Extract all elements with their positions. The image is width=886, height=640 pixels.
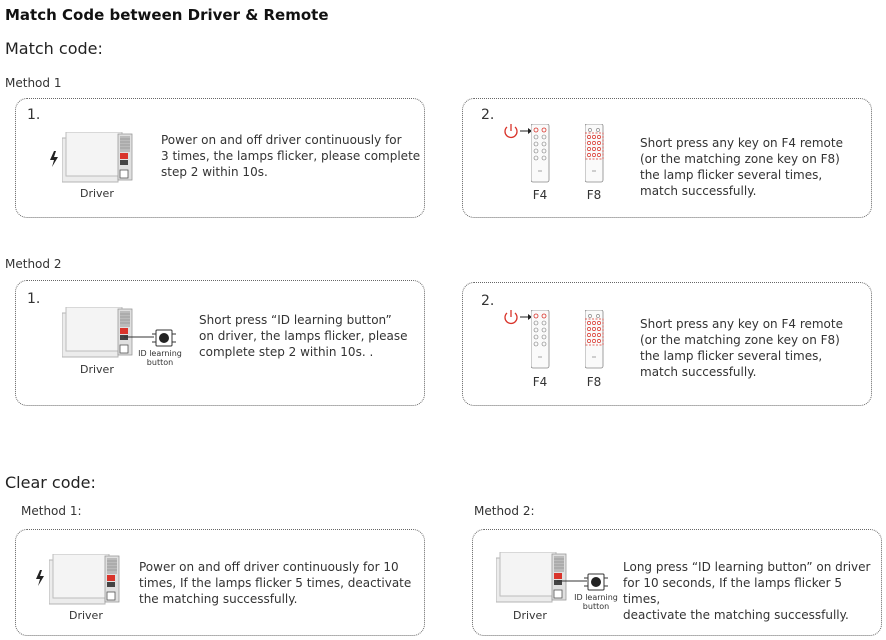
power-icon [503, 310, 519, 326]
step-number: 2. [481, 293, 495, 309]
driver-illustration [49, 554, 123, 606]
remote-f8-label: F8 [586, 188, 602, 202]
match-method2-step2-box [462, 282, 872, 406]
remote-f8-illustration [585, 310, 605, 370]
remote-f4-illustration [531, 124, 551, 184]
driver-label: Driver [80, 363, 114, 376]
step-description: Power on and off driver continuously for 3 times, the lamps flicker, please complete step 2 within 10s. [161, 133, 421, 179]
clear-description: Long press “ID learning button” on driver for 10 seconds, If the lamps flicker 5 times, deactivate the matching successfully. [623, 560, 871, 622]
clear-method1-box [15, 529, 425, 636]
connector-line [557, 579, 587, 583]
remote-f8-label: F8 [586, 375, 602, 389]
step-description: Short press any key on F4 remote (or the matching zone key on F8) the lamp flicker several times, match successfully. [640, 317, 843, 379]
clear-description: Power on and off driver continuously for 10 times, If the lamps flicker 5 times, deactivate the matching successfully. [139, 560, 412, 606]
remote-f4-label: F4 [532, 188, 548, 202]
step-description: Short press any key on F4 remote (or the matching zone key on F8) the lamp flicker several times, match successfully. [640, 136, 843, 198]
driver-label: Driver [513, 609, 547, 622]
match-method1-step2-box [462, 98, 872, 218]
id-learning-button-icon [584, 573, 610, 591]
driver-illustration [62, 307, 136, 359]
clear-method2-label: Method 2: [474, 504, 535, 518]
driver-label: Driver [69, 609, 103, 622]
step-number: 1. [27, 107, 41, 123]
match-method2-label: Method 2 [5, 257, 62, 271]
clear-method1-label: Method 1: [21, 504, 82, 518]
step-number: 2. [481, 107, 495, 123]
id-learning-button-label: ID learning button [138, 349, 182, 367]
remote-f4-label: F4 [532, 375, 548, 389]
power-bolt-icon [49, 151, 61, 169]
match-code-heading: Match code: [5, 39, 103, 58]
step-number: 1. [27, 291, 41, 307]
page-title: Match Code between Driver & Remote [5, 6, 329, 24]
driver-illustration [62, 132, 136, 184]
remote-f8-illustration [585, 124, 605, 184]
step-description: Short press “ID learning button” on driver, the lamps flicker, please complete step 2 within 10s. . [199, 313, 408, 359]
connector-line [124, 335, 154, 339]
id-learning-button-icon [152, 329, 178, 347]
driver-illustration [496, 552, 570, 604]
power-icon [503, 124, 519, 140]
clear-method2-box [472, 529, 882, 636]
power-bolt-icon [35, 570, 47, 588]
id-learning-button-label: ID learning button [574, 593, 618, 611]
driver-label: Driver [80, 187, 114, 200]
match-method1-step1-box [15, 98, 425, 218]
match-method1-label: Method 1 [5, 76, 62, 90]
match-method2-step1-box [15, 280, 425, 406]
clear-code-heading: Clear code: [5, 473, 96, 492]
remote-f4-illustration [531, 310, 551, 370]
